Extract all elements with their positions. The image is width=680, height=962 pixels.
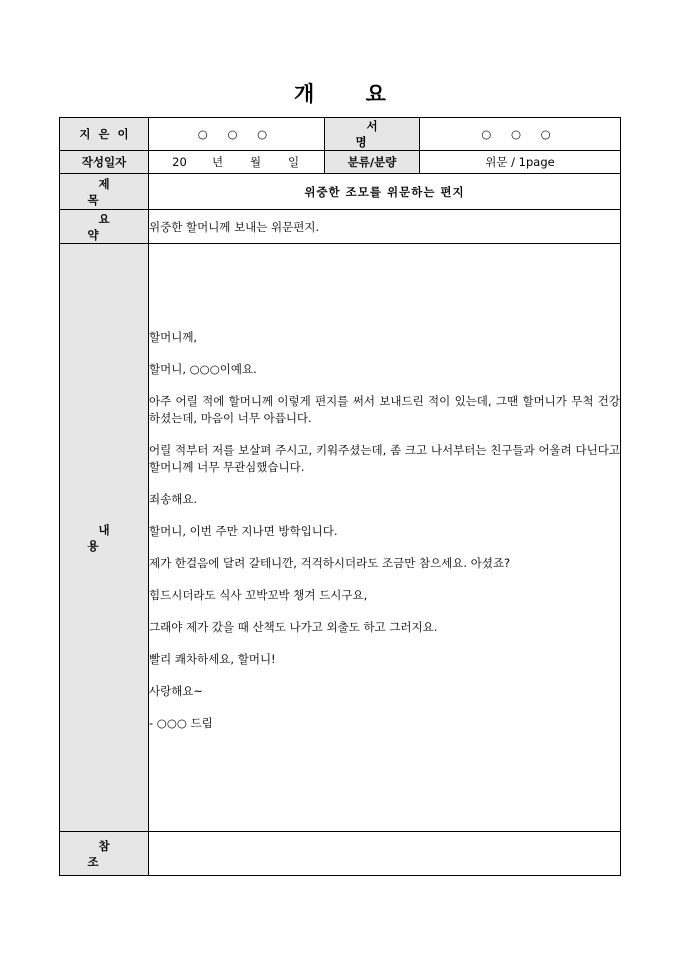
letter-paragraph: 죄송해요. — [149, 491, 198, 506]
reference-value[interactable] — [149, 832, 621, 876]
date-day-unit: 일 — [287, 155, 300, 169]
summary-label: 요 약 — [60, 210, 149, 244]
content-label: 내 용 — [60, 244, 149, 832]
page-title: 개 요 — [294, 81, 408, 106]
date-row — [60, 151, 621, 174]
date-month-unit: 월 — [249, 155, 262, 169]
letter-paragraph: 할머니께, — [149, 329, 198, 344]
author-value[interactable]: ○ ○ ○ — [149, 118, 325, 151]
letter-paragraph: 제가 한걸음에 달려 갈테니깐, 걱걱하시더라도 조금만 참으세요. 아셨죠? — [149, 555, 511, 570]
subject-row — [60, 174, 621, 210]
signature-value[interactable]: ○ ○ ○ — [420, 118, 621, 151]
summary-value[interactable]: 위중한 할머니께 보내는 위문편지. — [149, 210, 621, 244]
category-value[interactable]: 위문 / 1page — [420, 151, 621, 174]
subject-value[interactable]: 위중한 조모를 위문하는 편지 — [149, 174, 621, 210]
reference-row — [60, 832, 621, 876]
letter-paragraph: 빨리 쾌차하세요, 할머니! — [149, 651, 276, 666]
letter-paragraph: 할머니, 이번 주만 지나면 방학입니다. — [149, 523, 338, 538]
author-label: 지은이 — [60, 118, 149, 151]
reference-label: 참 조 — [60, 832, 149, 876]
letter-paragraph: 그래야 제가 갔을 때 산책도 나가고 외출도 하고 그러지요. — [149, 619, 438, 634]
letter-paragraph: 어릴 적부터 저를 보살펴 주시고, 키워주셨는데, 좀 크고 나서부터는 친구들과 어울려 다닌다고 할머니께 너무 무관심했습니다. — [149, 442, 620, 474]
summary-row — [60, 210, 621, 244]
subject-label: 제 목 — [60, 174, 149, 210]
letter-paragraph: 힘드시더라도 식사 꼬박꼬박 챙겨 드시구요, — [149, 587, 368, 602]
signature-label: 서 명 — [325, 118, 420, 151]
letter-paragraph: 아주 어릴 적에 할머니께 이렇게 편지를 써서 보내드린 적이 있는데, 그땐 할머니가 무척 건강하셨는데, 마음이 너무 아픕니다. — [149, 393, 620, 425]
overview-form-table — [59, 117, 621, 876]
date-value[interactable] — [149, 151, 325, 174]
content-row — [60, 244, 621, 832]
date-label: 작성일자 — [60, 151, 149, 174]
category-label: 분류/분량 — [325, 151, 420, 174]
date-year-unit: 년 — [211, 155, 224, 169]
author-row — [60, 118, 621, 151]
letter-paragraph: 사랑해요~ — [149, 683, 204, 698]
date-year: 20 — [172, 155, 187, 169]
letter-body[interactable] — [149, 244, 621, 832]
letter-paragraph: 할머니, ○○○이예요. — [149, 361, 257, 376]
letter-signoff: - ○○○ 드림 — [149, 715, 213, 730]
